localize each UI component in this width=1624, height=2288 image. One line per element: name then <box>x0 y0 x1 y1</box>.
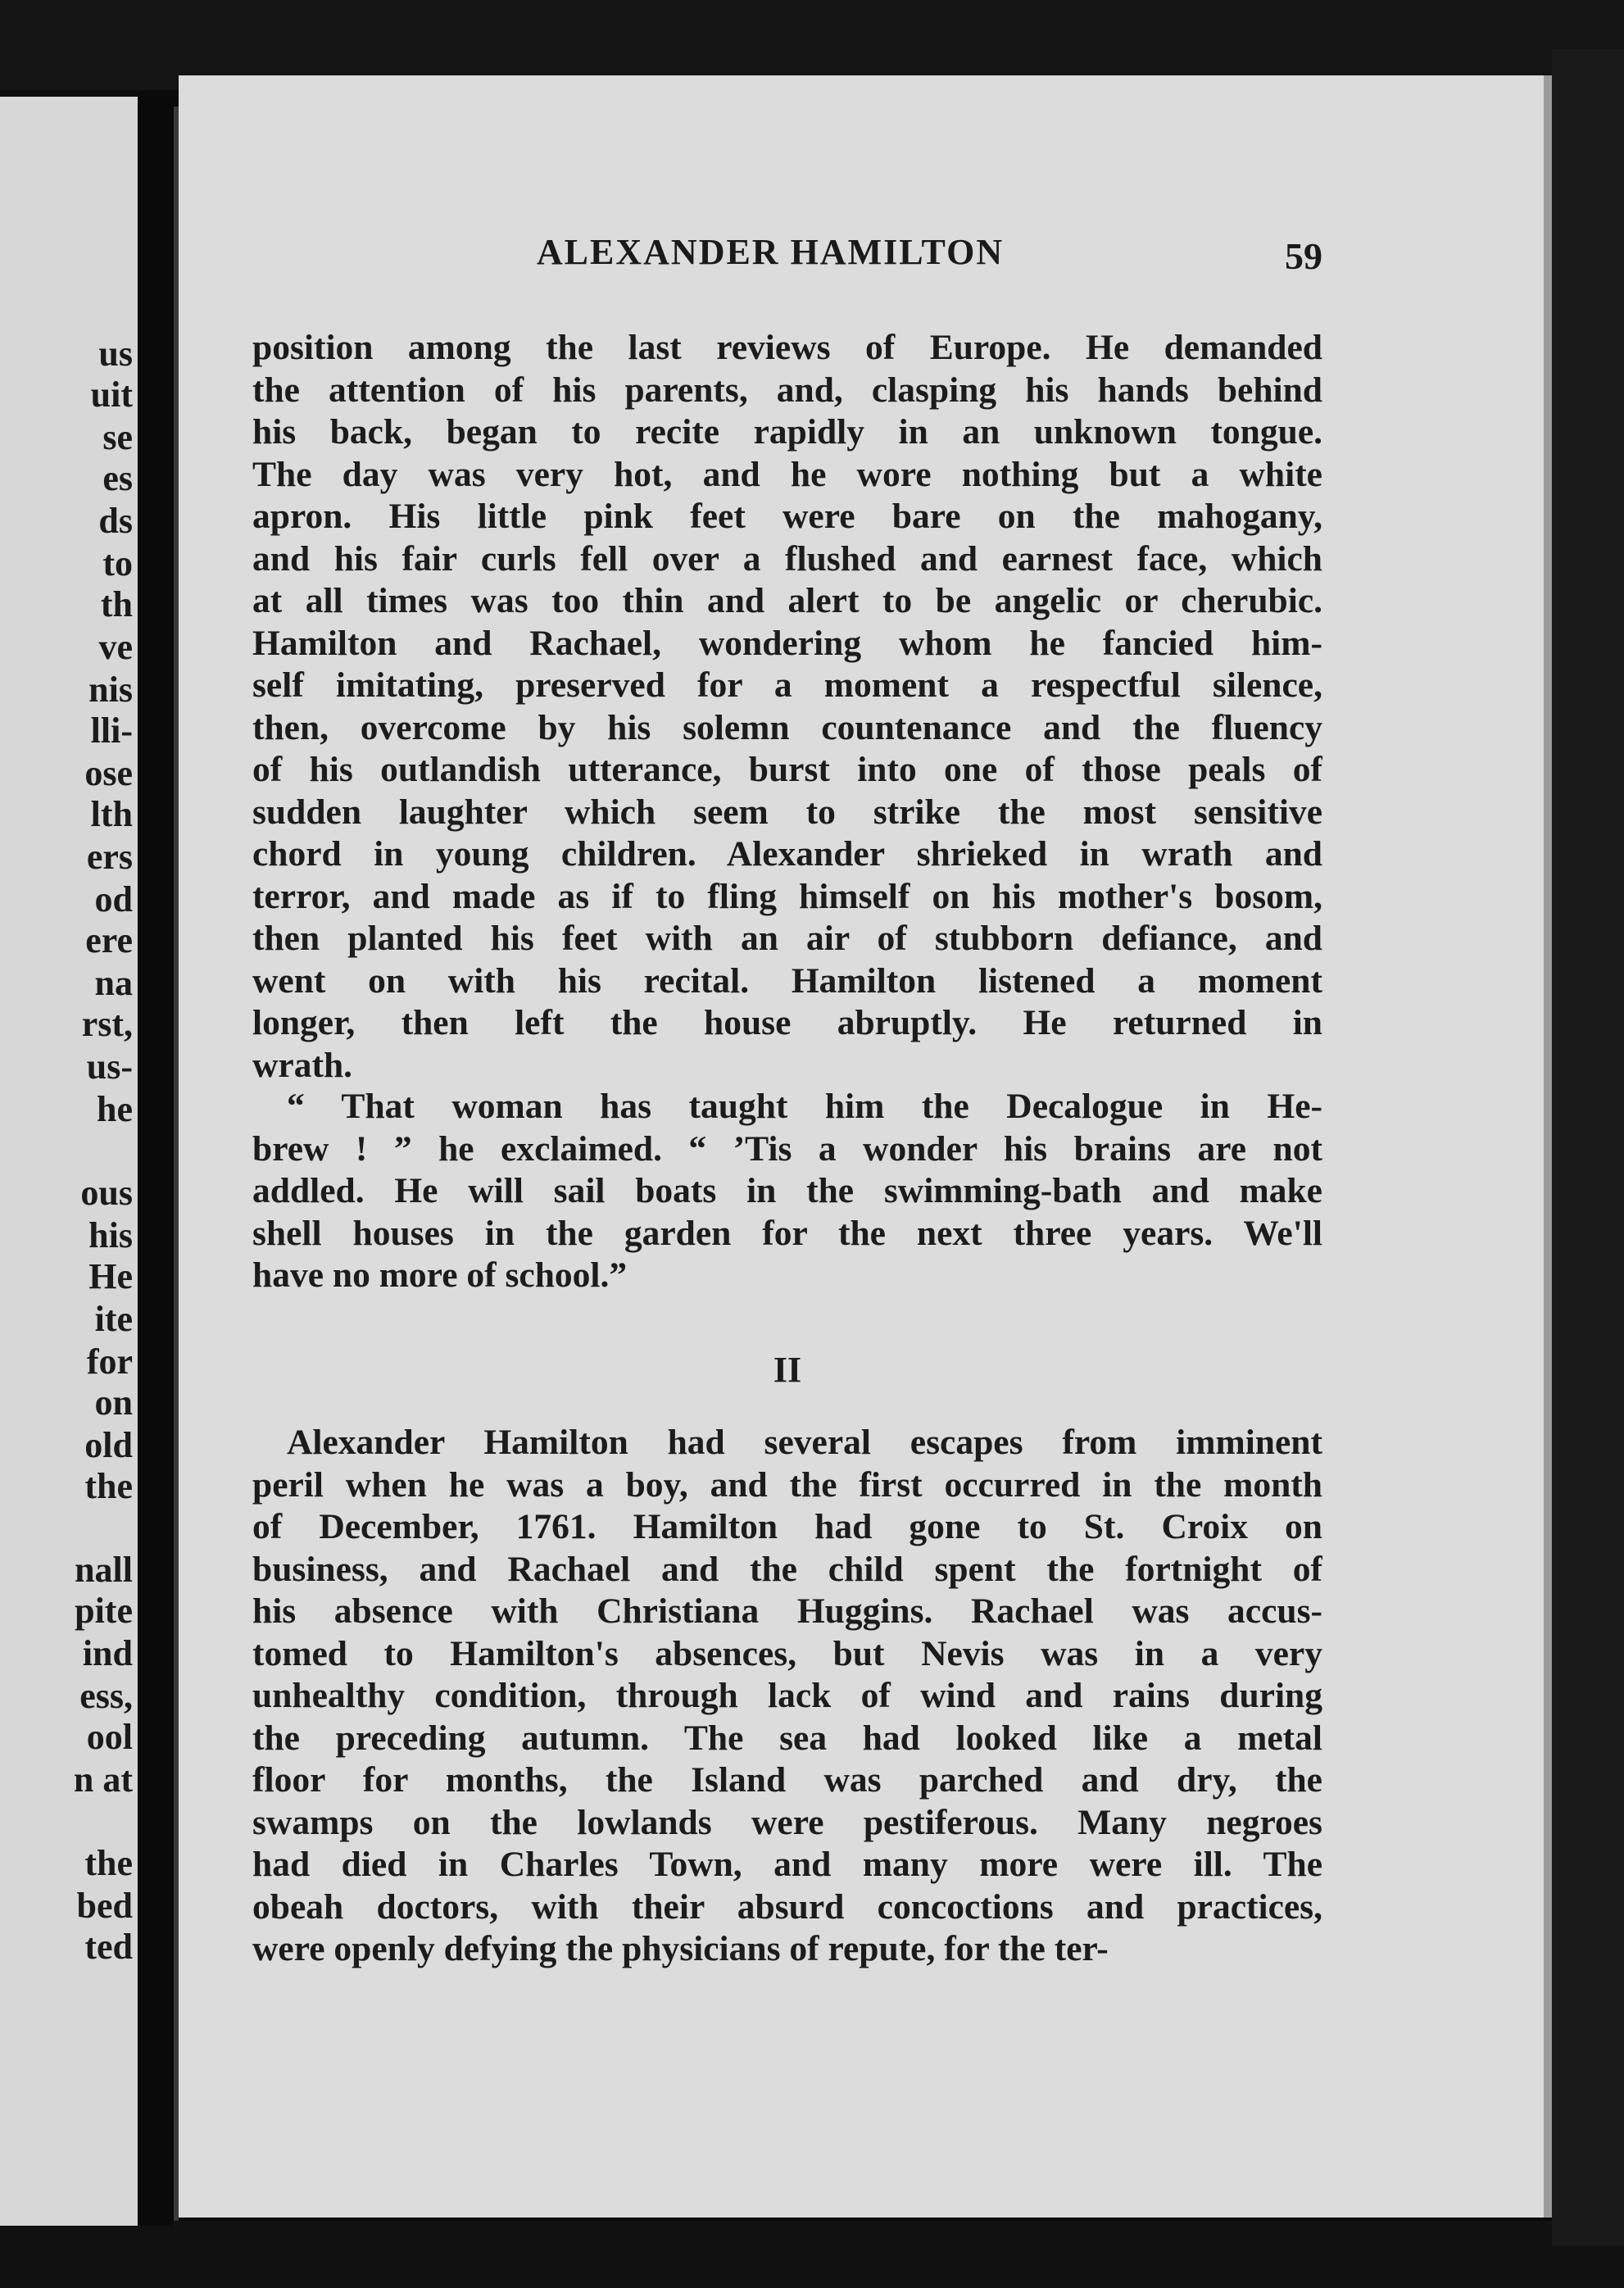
text-line: obeah doctors, with their absurd concoctions and practices, <box>252 1886 1322 1927</box>
text-line: unhealthy condition, through lack of wind and rains during <box>252 1676 1322 1715</box>
facing-page-fragment: old <box>84 1425 133 1465</box>
text-line: have no more of school.” <box>252 1255 628 1295</box>
facing-page-fragment: ds <box>98 501 133 541</box>
text-line: and his fair curls fell over a flushed and earnest face, which <box>252 538 1322 579</box>
facing-page-fragment: es <box>102 458 133 498</box>
running-head: ALEXANDER HAMILTON <box>536 232 1005 272</box>
facing-page-fragment: nis <box>88 670 133 710</box>
facing-page-fragment: the <box>84 1843 133 1883</box>
facing-page-fragment: ve <box>98 627 133 667</box>
text-line: peril when he was a boy, and the first occurred in the month <box>252 1464 1322 1505</box>
facing-page-fragment: pite <box>75 1591 133 1631</box>
facing-page-fragment: ind <box>82 1633 133 1673</box>
facing-page-fragment: na <box>94 963 133 1003</box>
facing-page-fragment: ere <box>85 920 133 960</box>
text-line: The day was very hot, and he wore nothing but a white <box>252 454 1322 494</box>
facing-page-fragment: ite <box>94 1299 133 1339</box>
facing-page-fragment: nall <box>75 1550 133 1590</box>
facing-page-fragment: the <box>84 1466 133 1506</box>
text-line: then, overcome by his solemn countenance and the fluency <box>252 707 1322 747</box>
facing-page-fragment: us- <box>86 1046 133 1087</box>
facing-page-fragment: ool <box>86 1717 133 1757</box>
facing-page-fragment: lli- <box>90 710 133 751</box>
section-heading: II <box>773 1350 802 1390</box>
text-line: had died in Charles Town, and many more were ill. The <box>252 1845 1322 1884</box>
facing-page-fragment: ess, <box>79 1676 133 1716</box>
text-line: of December, 1761. Hamilton had gone to St. Croix on <box>252 1507 1322 1546</box>
facing-page-fragment: his <box>88 1215 133 1255</box>
text-line: the attention of his parents, and, clasping his hands behind <box>252 370 1322 410</box>
facing-page-fragment: for <box>86 1341 133 1382</box>
facing-page-fragment: n at <box>73 1759 133 1800</box>
text-line: his back, began to recite rapidly in an unknown tongue. <box>252 412 1322 452</box>
text-line: shell houses in the garden for the next three years. We'll <box>252 1213 1322 1253</box>
text-line: of his outlandish utterance, burst into one of those peals of <box>252 750 1322 789</box>
text-line: Hamilton and Rachael, wondering whom he fancied him- <box>252 623 1322 663</box>
text-line: tomed to Hamilton's absences, but Nevis was in a very <box>252 1633 1322 1673</box>
text-line: the preceding autumn. The sea had looked like a metal <box>252 1718 1322 1758</box>
text-line: at all times was too thin and alert to be angelic or cherubic. <box>252 581 1322 620</box>
facing-page-fragment: ted <box>84 1927 133 1967</box>
text-line: his absence with Christiana Huggins. Rachael was accus- <box>252 1591 1322 1631</box>
text-line: addled. He will sail boats in the swimming-bath and make <box>252 1171 1322 1210</box>
facing-page-fragment: rst, <box>81 1004 133 1044</box>
facing-page-fragment: uit <box>90 375 133 415</box>
facing-page-fragment: bed <box>76 1886 133 1926</box>
facing-page-fragment: ose <box>84 753 133 793</box>
text-line: business, and Rachael and the child spent the fortnight of <box>252 1549 1322 1589</box>
text-line: chord in young children. Alexander shrieked in wrath and <box>252 834 1322 874</box>
text-line: Alexander Hamilton had several escapes from imminent <box>287 1423 1322 1462</box>
text-line: sudden laughter which seem to strike the most sensitive <box>252 792 1322 832</box>
text-line: brew ! ” he exclaimed. “ ’Tis a wonder his brains are not <box>252 1128 1322 1169</box>
facing-page-fragment: ers <box>86 837 133 877</box>
page-number: 59 <box>1285 235 1322 277</box>
text-line: position among the last reviews of Europe. He demanded <box>252 328 1322 367</box>
text-line: longer, then left the house abruptly. He returned in <box>252 1003 1322 1042</box>
facing-page-fragment: he <box>97 1089 133 1129</box>
scan-right-margin <box>1552 49 1624 2245</box>
text-line: floor for months, the Island was parched and dry, the <box>252 1760 1322 1800</box>
facing-page-fragment: lth <box>90 794 133 834</box>
text-line: then planted his feet with an air of stubborn defiance, and <box>252 919 1322 958</box>
facing-page-fragment: us <box>98 334 133 374</box>
text-line: swamps on the lowlands were pestiferous. Many negroes <box>252 1802 1322 1842</box>
text-line: self imitating, preserved for a moment a respectful silence, <box>252 665 1322 705</box>
facing-page-fragment: th <box>100 584 133 624</box>
text-line: went on with his recital. Hamilton listened a moment <box>252 960 1322 1001</box>
text-line: wrath. <box>252 1045 353 1085</box>
text-line: were openly defying the physicians of repute, for the ter- <box>252 1929 1109 1968</box>
page-edge <box>1544 75 1552 2218</box>
facing-page-fragment: od <box>94 879 133 919</box>
book-gutter <box>138 90 174 2226</box>
text-line: “ That woman has taught him the Decalogue in He- <box>287 1087 1322 1126</box>
facing-page-fragment: se <box>102 417 133 457</box>
facing-page-fragment: ous <box>80 1173 133 1213</box>
scan-bottom-band <box>0 2221 1624 2288</box>
facing-page-fragment: He <box>88 1256 133 1296</box>
facing-page <box>0 97 138 2226</box>
facing-page-fragment: on <box>94 1382 133 1423</box>
facing-page-fragment: to <box>102 543 133 583</box>
text-line: apron. His little pink feet were bare on the mahogany, <box>252 497 1322 536</box>
text-line: terror, and made as if to fling himself on his mother's bosom, <box>252 876 1322 916</box>
